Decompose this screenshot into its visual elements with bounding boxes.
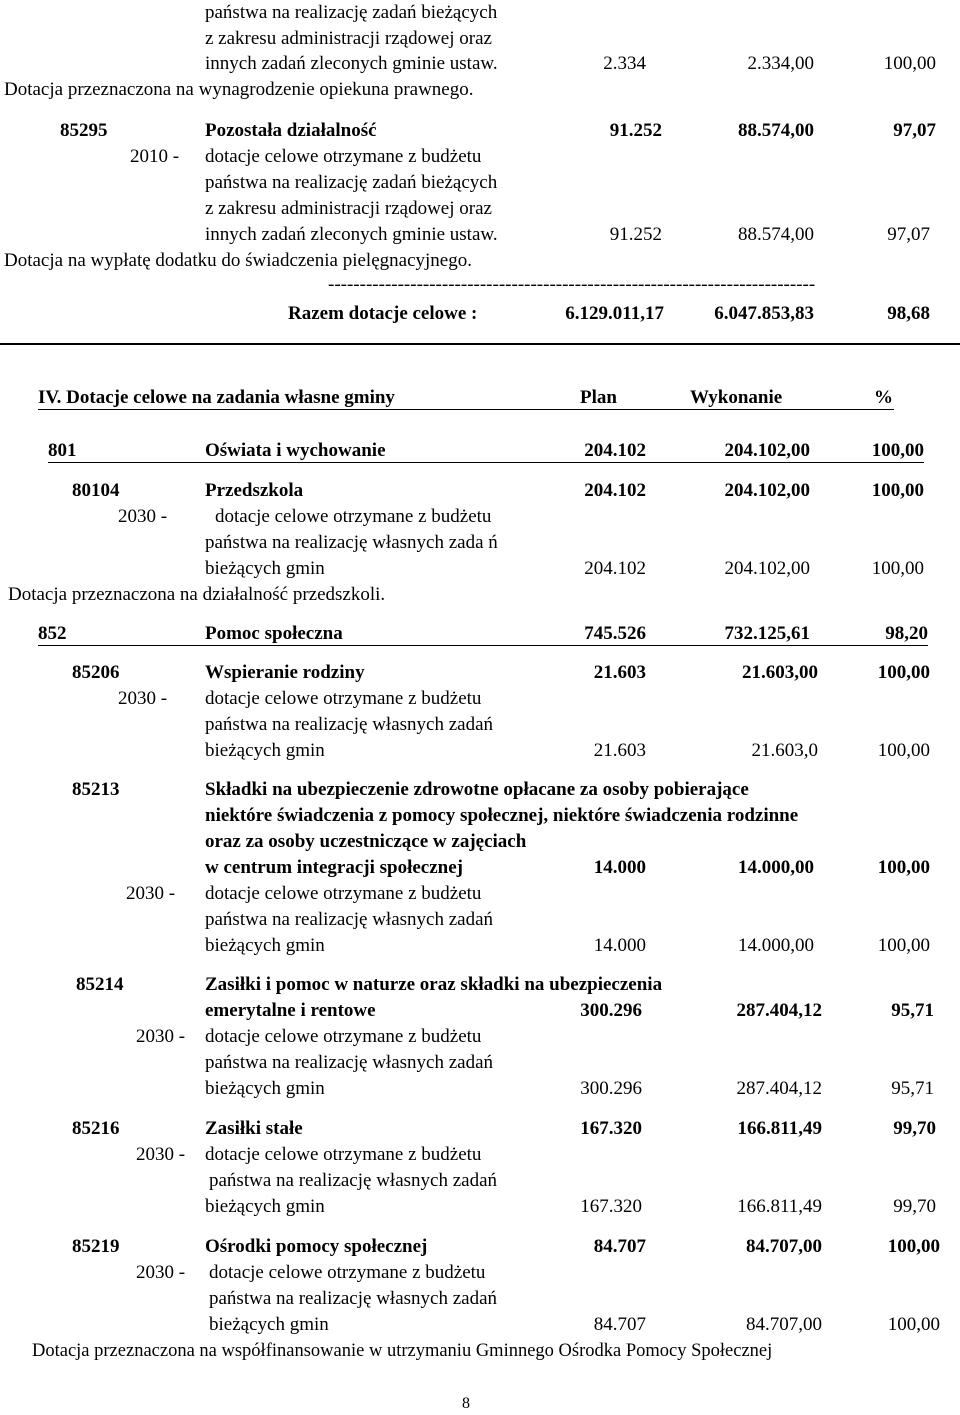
chapter-code-85206: 85206 — [72, 662, 120, 683]
dashed-separator: ----------------------------------------------------------------------------- — [328, 274, 816, 295]
subsidy-line-3-85213: bieżących gmin — [205, 935, 325, 956]
chapter-name-line-1-85213: Składki na ubezpieczenie zdrowotne opłacane za osoby pobierające — [205, 779, 749, 800]
chapter-name-80104: Przedszkola — [205, 480, 304, 501]
subsidy-line-3-85216: bieżących gmin — [205, 1196, 325, 1217]
note-85295: Dotacja na wypłatę dodatku do świadczenia pielęgnacyjnego. — [4, 250, 472, 271]
subsidy-exec-80104: 204.102,00 — [724, 558, 810, 579]
top-pct-value: 100,00 — [883, 53, 936, 74]
division-code-852: 852 — [38, 623, 67, 644]
chapter-name-line-2-85214: emerytalne i rentowe — [205, 1000, 376, 1021]
chapter-exec-85214: 287.404,12 — [736, 1000, 822, 1021]
chapter-exec-85295: 88.574,00 — [738, 120, 814, 141]
subsidy-plan-85295: 91.252 — [609, 224, 662, 245]
top-plan-value: 2.334 — [603, 53, 646, 74]
note-80104: Dotacja przeznaczona na działalność przedszkoli. — [8, 584, 386, 605]
subsidy-pct-85295: 97,07 — [887, 224, 930, 245]
subsidy-line-1-80104: dotacje celowe otrzymane z budżetu — [215, 506, 492, 527]
subsidy-exec-85216: 166.811,49 — [737, 1196, 822, 1217]
division-exec-852: 732.125,61 — [724, 623, 810, 644]
chapter-plan-85214: 300.296 — [580, 1000, 642, 1021]
division-plan-852: 745.526 — [584, 623, 646, 644]
subsidy-plan-85219: 84.707 — [593, 1314, 646, 1335]
chapter-pct-85295: 97,07 — [893, 120, 936, 141]
subsidy-line-1-85295: dotacje celowe otrzymane z budżetu — [205, 146, 482, 167]
subsidy-exec-85213: 14.000,00 — [738, 935, 814, 956]
subsidy-plan-85206: 21.603 — [593, 740, 646, 761]
subsidy-pct-85219: 100,00 — [887, 1314, 940, 1335]
page-number: 8 — [462, 1395, 470, 1412]
subsidy-line-2-85213: państwa na realizację własnych zadań — [205, 909, 494, 930]
chapter-plan-80104: 204.102 — [584, 480, 646, 501]
note-85219: Dotacja przeznaczona na współfinansowanie w utrzymaniu Gminnego Ośrodka Pomocy Społecznej — [32, 1341, 773, 1361]
top-line-3: innych zadań zleconych gminie ustaw. — [205, 53, 498, 74]
subsidy-line-3-80104: bieżących gmin — [205, 558, 325, 579]
chapter-name-line-2-85213: niektóre świadczenia z pomocy społecznej, niektóre świadczenia rodzinne — [205, 805, 799, 826]
total-label: Razem dotacje celowe : — [288, 303, 478, 324]
chapter-pct-85213: 100,00 — [877, 857, 930, 878]
subsidy-exec-85206: 21.603,0 — [751, 740, 818, 761]
subsidy-line-2-85214: państwa na realizację własnych zadań — [205, 1052, 494, 1073]
division-exec-801: 204.102,00 — [724, 440, 810, 461]
subsidy-code-85216: 2030 - — [136, 1144, 186, 1165]
chapter-exec-85216: 166.811,49 — [737, 1118, 822, 1139]
subsidy-line-4-85295: innych zadań zleconych gminie ustaw. — [205, 224, 498, 245]
subsidy-line-3-85206: bieżących gmin — [205, 740, 325, 761]
subsidy-line-1-85219: dotacje celowe otrzymane z budżetu — [209, 1262, 486, 1283]
subsidy-exec-85219: 84.707,00 — [746, 1314, 822, 1335]
subsidy-code-80104: 2030 - — [118, 506, 168, 527]
chapter-pct-85216: 99,70 — [893, 1118, 936, 1139]
subsidy-line-3-85214: bieżących gmin — [205, 1078, 325, 1099]
subsidy-pct-85213: 100,00 — [877, 935, 930, 956]
subsidy-line-2-85206: państwa na realizację własnych zadań — [205, 714, 494, 735]
division-pct-801: 100,00 — [871, 440, 924, 461]
header-underline — [38, 409, 894, 410]
subsidy-line-1-85206: dotacje celowe otrzymane z budżetu — [205, 688, 482, 709]
total-pct: 98,68 — [887, 303, 930, 324]
column-exec-header: Wykonanie — [690, 387, 783, 408]
chapter-pct-85214: 95,71 — [891, 1000, 934, 1021]
chapter-plan-85295: 91.252 — [609, 120, 662, 141]
chapter-name-line-1-85214: Zasiłki i pomoc w naturze oraz składki na ubezpieczenia — [205, 974, 663, 995]
subsidy-plan-80104: 204.102 — [584, 558, 646, 579]
chapter-code-85214: 85214 — [76, 974, 124, 995]
chapter-name-line-4-85213: w centrum integracji społecznej — [205, 857, 464, 878]
chapter-pct-85219: 100,00 — [887, 1236, 940, 1257]
division-name-852: Pomoc społeczna — [205, 623, 343, 644]
chapter-name-85216: Zasiłki stałe — [205, 1118, 303, 1139]
subsidy-code-85206: 2030 - — [118, 688, 168, 709]
section-divider — [0, 343, 960, 345]
subsidy-plan-85213: 14.000 — [593, 935, 646, 956]
subsidy-line-3-85295: z zakresu administracji rządowej oraz — [205, 198, 492, 219]
subsidy-line-2-85295: państwa na realizację zadań bieżących — [205, 172, 498, 193]
top-note: Dotacja przeznaczona na wynagrodzenie opiekuna prawnego. — [4, 79, 474, 100]
chapter-exec-80104: 204.102,00 — [724, 480, 810, 501]
chapter-name-line-3-85213: oraz za osoby uczestniczące w zajęciach — [205, 831, 527, 852]
column-plan-header: Plan — [580, 387, 617, 408]
subsidy-pct-80104: 100,00 — [871, 558, 924, 579]
subsidy-plan-85214: 300.296 — [580, 1078, 642, 1099]
chapter-code-80104: 80104 — [72, 480, 120, 501]
chapter-pct-80104: 100,00 — [871, 480, 924, 501]
subsidy-pct-85206: 100,00 — [877, 740, 930, 761]
section-heading: IV. Dotacje celowe na zadania własne gminy — [38, 387, 395, 408]
subsidy-line-1-85214: dotacje celowe otrzymane z budżetu — [205, 1026, 482, 1047]
subsidy-plan-85216: 167.320 — [580, 1196, 642, 1217]
division-plan-801: 204.102 — [584, 440, 646, 461]
subsidy-exec-85295: 88.574,00 — [738, 224, 814, 245]
chapter-exec-85213: 14.000,00 — [738, 857, 814, 878]
top-line-1: państwa na realizację zadań bieżących — [205, 2, 498, 23]
chapter-name-85295: Pozostała działalność — [205, 120, 377, 141]
chapter-name-85206: Wspieranie rodziny — [205, 662, 365, 683]
division-name-801: Oświata i wychowanie — [205, 440, 386, 461]
subsidy-line-3-85219: bieżących gmin — [209, 1314, 329, 1335]
division-underline-801 — [48, 462, 924, 463]
subsidy-pct-85214: 95,71 — [891, 1078, 934, 1099]
chapter-name-85219: Ośrodki pomocy społecznej — [205, 1236, 428, 1257]
top-line-2: z zakresu administracji rządowej oraz — [205, 28, 492, 49]
division-code-801: 801 — [48, 440, 77, 461]
subsidy-code-85295: 2010 - — [130, 146, 180, 167]
chapter-code-85216: 85216 — [72, 1118, 120, 1139]
chapter-plan-85213: 14.000 — [593, 857, 646, 878]
chapter-pct-85206: 100,00 — [877, 662, 930, 683]
subsidy-line-2-85216: państwa na realizację własnych zadań — [209, 1170, 498, 1191]
chapter-code-85295: 85295 — [60, 120, 108, 141]
subsidy-line-2-85219: państwa na realizację własnych zadań — [209, 1288, 498, 1309]
division-underline-852 — [38, 645, 928, 646]
division-pct-852: 98,20 — [885, 623, 928, 644]
subsidy-line-1-85216: dotacje celowe otrzymane z budżetu — [205, 1144, 482, 1165]
chapter-exec-85206: 21.603,00 — [742, 662, 818, 683]
subsidy-code-85213: 2030 - — [126, 883, 176, 904]
subsidy-code-85214: 2030 - — [136, 1026, 186, 1047]
total-plan: 6.129.011,17 — [565, 303, 664, 324]
subsidy-line-1-85213: dotacje celowe otrzymane z budżetu — [205, 883, 482, 904]
chapter-exec-85219: 84.707,00 — [746, 1236, 822, 1257]
chapter-plan-85216: 167.320 — [580, 1118, 642, 1139]
column-pct-header: % — [874, 387, 893, 408]
subsidy-pct-85216: 99,70 — [893, 1196, 936, 1217]
subsidy-line-2-80104: państwa na realizację własnych zada ń — [205, 532, 498, 553]
subsidy-exec-85214: 287.404,12 — [736, 1078, 822, 1099]
subsidy-code-85219: 2030 - — [136, 1262, 186, 1283]
chapter-code-85213: 85213 — [72, 779, 120, 800]
chapter-plan-85206: 21.603 — [593, 662, 646, 683]
chapter-plan-85219: 84.707 — [593, 1236, 646, 1257]
total-exec: 6.047.853,83 — [714, 303, 814, 324]
chapter-code-85219: 85219 — [72, 1236, 120, 1257]
top-exec-value: 2.334,00 — [747, 53, 814, 74]
